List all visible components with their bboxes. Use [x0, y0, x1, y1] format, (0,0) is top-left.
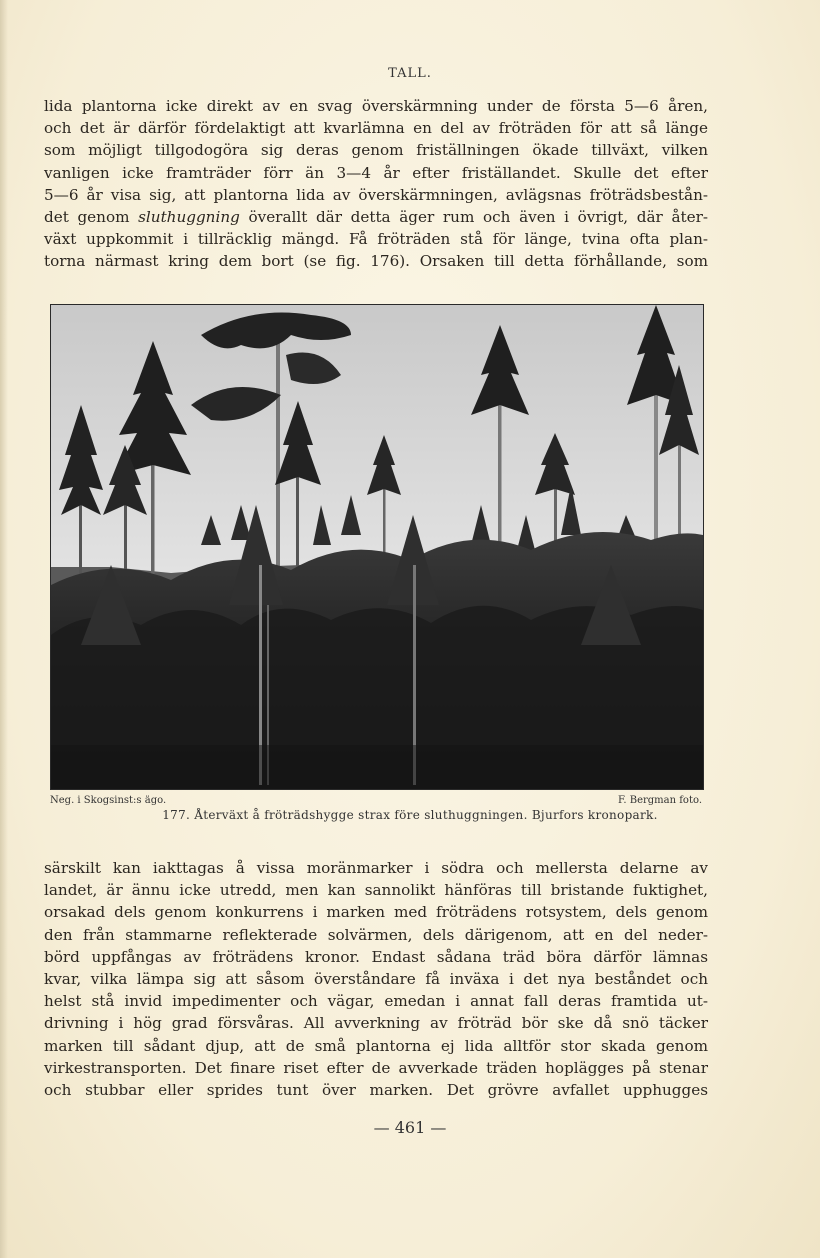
text-line: särskilt kan iakttagas å vissa moränmarker i södra och mellersta delarne av	[44, 859, 708, 877]
text-line: vanligen icke framträder förr än 3—4 år efter friställandet. Skulle det efter	[44, 163, 708, 182]
text-line: och det är därför fördelaktigt att kvarlämna en del av fröträden för att så länge	[44, 119, 708, 138]
text-line: marken till sådant djup, att de små plantorna ej lida alltför stor skada genom	[44, 1036, 708, 1055]
text-line: 5—6 år visa sig, att plantorna lida av överskärmningen, avlägsnas fröträdsbestån-	[44, 185, 708, 204]
text-line: landet, är ännu icke utredd, men kan sannolikt hänföras till bristande fuktighet,	[44, 881, 708, 900]
text-line: kvar, vilka lämpa sig att såsom överståndare få inväxa i det nya beståndet och	[44, 970, 708, 989]
photo-credit-right: F. Bergman foto.	[617, 795, 702, 806]
photo-credit-left: Neg. i Skogsinst:s ägo.	[50, 795, 167, 806]
text-line: lida plantorna icke direkt av en svag överskärmning under de första 5—6 åren,	[44, 97, 708, 115]
text-line-with-italic	[44, 206, 708, 228]
text-line: den från stammarne reflekterade solvärmen, dels därigenom, att en del neder-	[44, 925, 708, 944]
text-line: torna närmast kring dem bort (se fig. 176). Orsaken till detta förhållande, som	[44, 252, 708, 271]
italic-term: sluthuggning	[138, 208, 240, 227]
page-number: — 461 —	[373, 1118, 447, 1137]
top-paragraph	[44, 95, 708, 273]
page-edge-shadow	[0, 0, 8, 1258]
text-line: och stubbar eller sprides tunt över marken. Det grövre avfallet upphugges	[44, 1081, 708, 1100]
figure-caption: 177. Återväxt å fröträdshygge strax före sluthuggningen. Bjurfors kronopark.	[162, 808, 658, 822]
text-line: orsakad dels genom konkurrens i marken med fröträdens rotsystem, dels genom	[44, 903, 708, 922]
text-line: helst stå invid impedimenter och vägar, emedan i annat fall deras framtida ut-	[44, 992, 708, 1011]
text-line: som möjligt tillgodogöra sig deras genom friställningen ökade tillväxt, vilken	[44, 141, 708, 160]
bottom-paragraph	[44, 857, 708, 1101]
text-run: överallt där detta äger rum och även i övrigt, där åter-	[239, 208, 708, 227]
forest-photo-illustration	[51, 305, 703, 789]
text-line: växt uppkommit i tillräcklig mängd. Få fröträden stå för länge, tvina ofta plan-	[44, 230, 708, 249]
text-line: börd uppfångas av fröträdens kronor. Endast sådana träd böra därför lämnas	[44, 947, 708, 966]
running-header: TALL.	[388, 66, 432, 81]
text-line: drivning i hög grad försvåras. All avverkning av fröträd bör ske då snö täcker	[44, 1014, 708, 1033]
text-line: virkestransporten. Det finare riset efter de avverkade träden hoplägges på stenar	[44, 1058, 708, 1077]
text-run: det genom	[44, 208, 139, 227]
forest-photograph	[50, 304, 704, 790]
